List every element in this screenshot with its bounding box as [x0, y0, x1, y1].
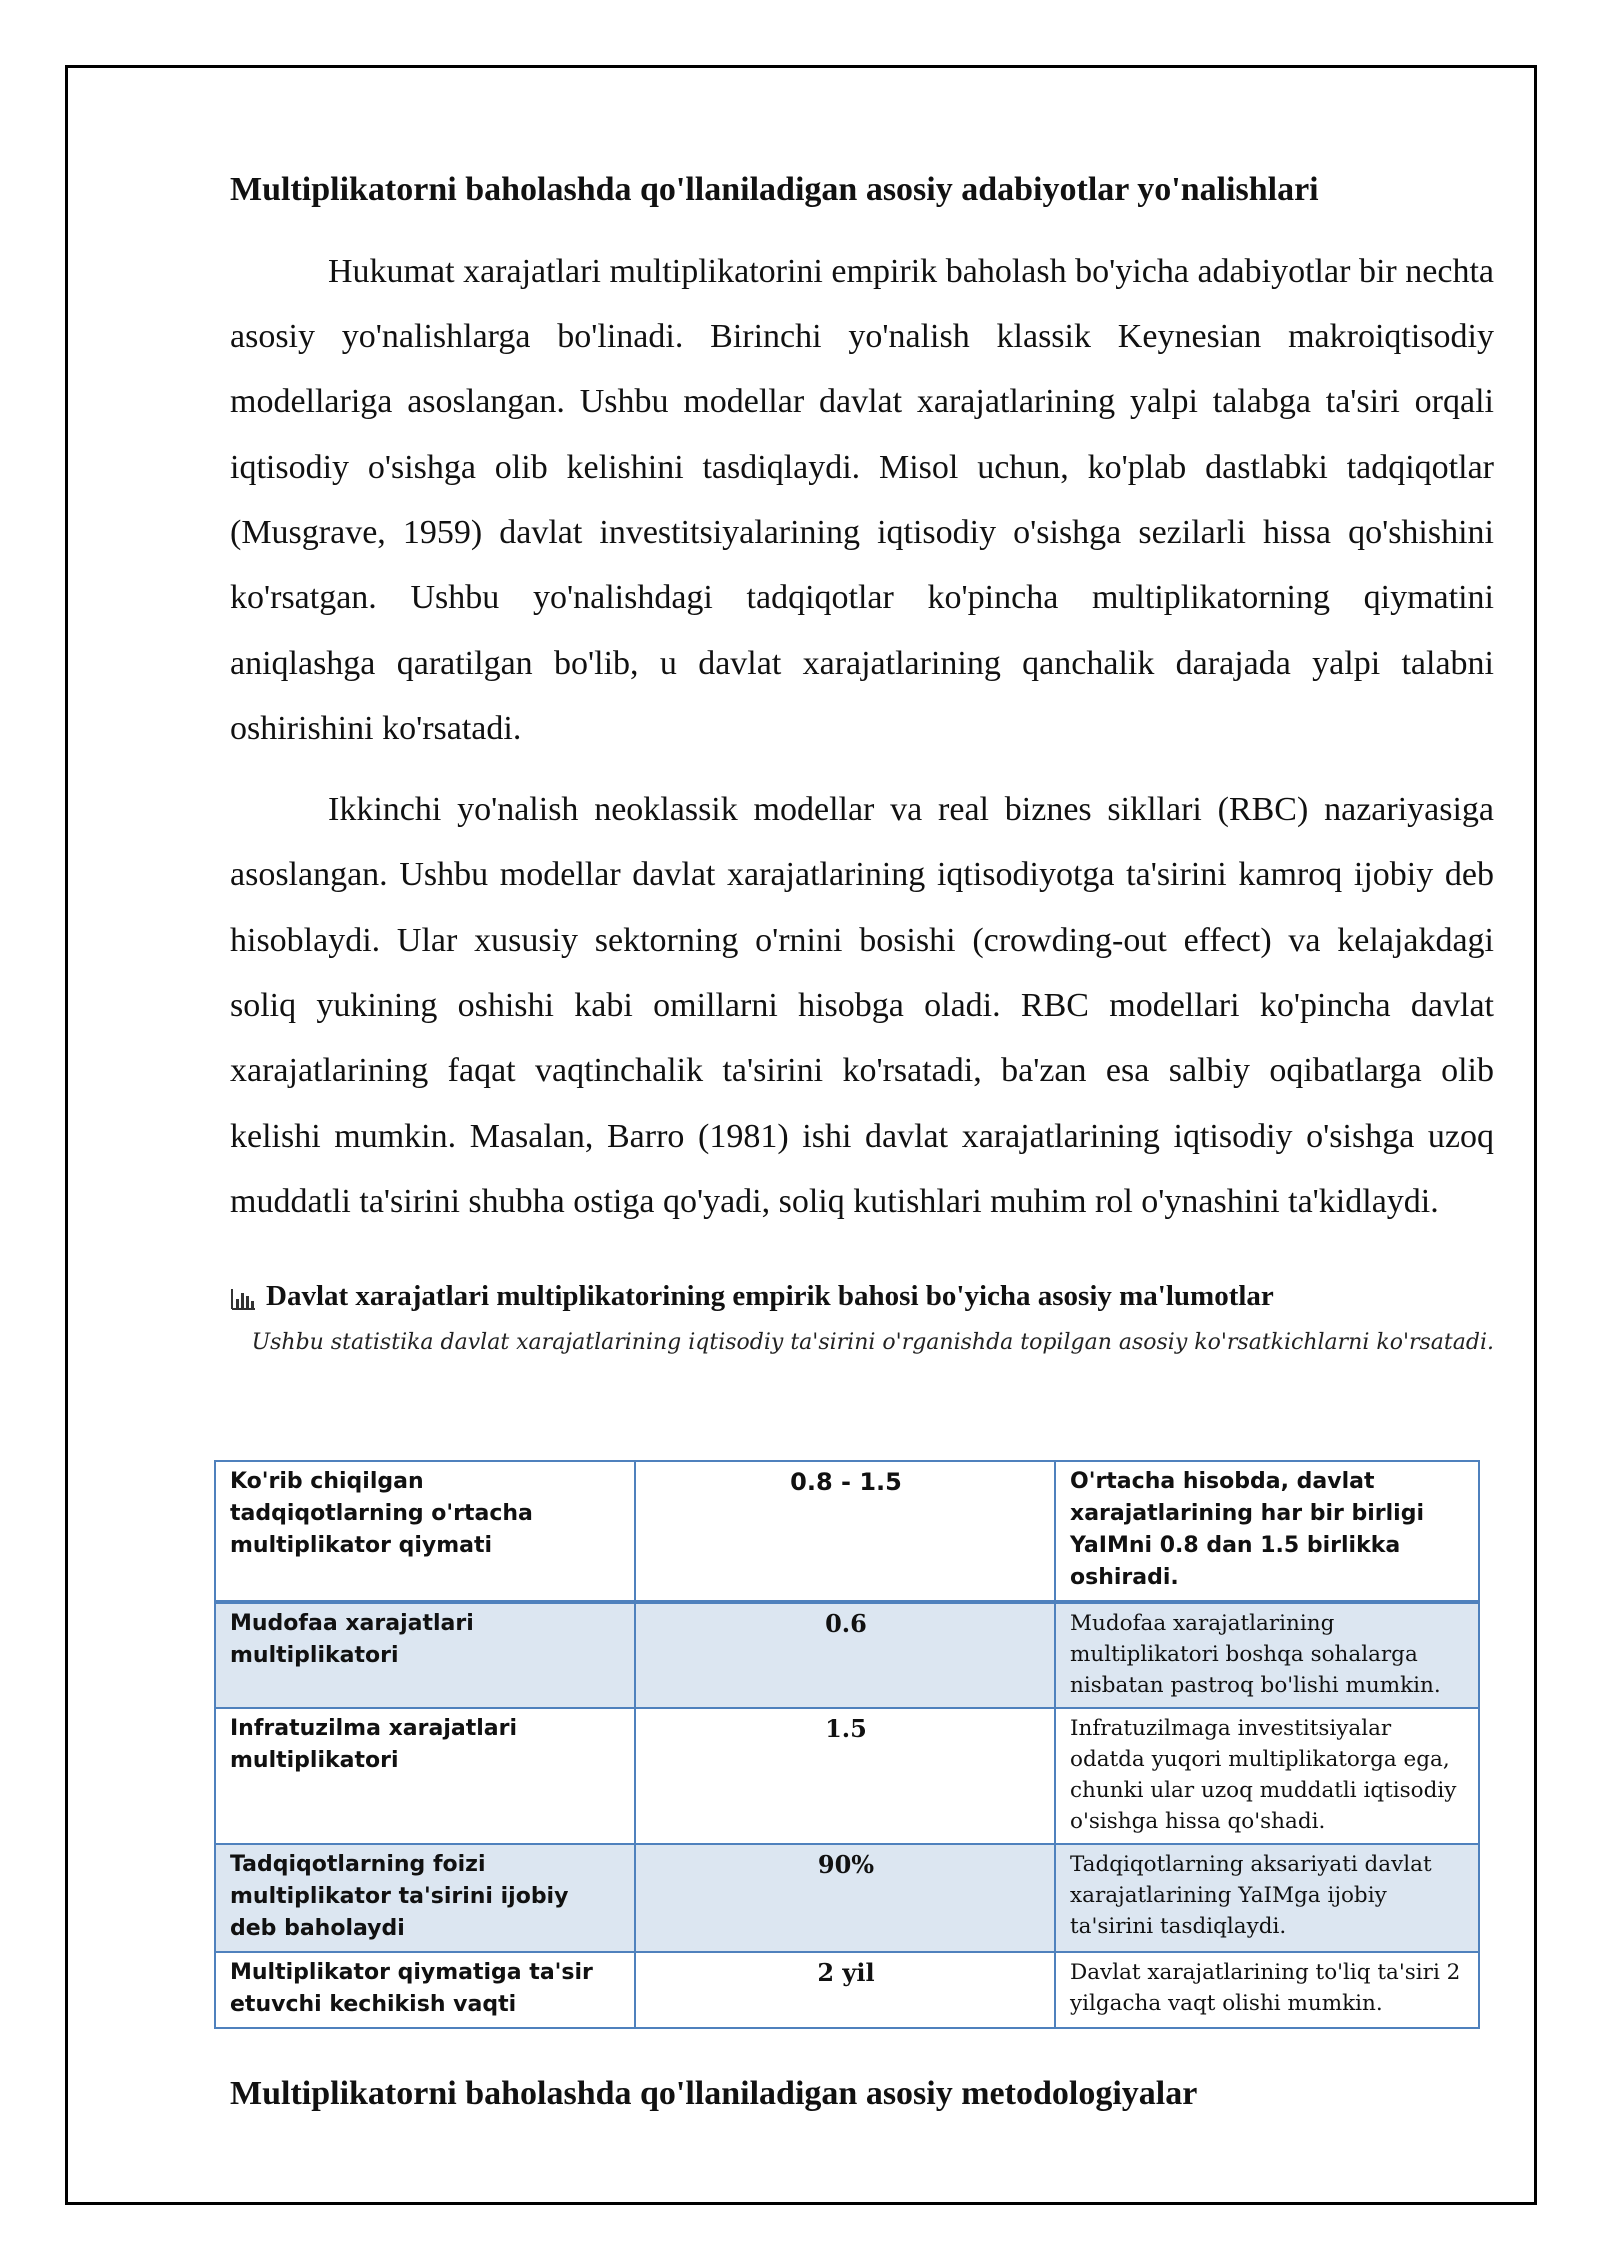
table-row: [215, 1461, 1479, 1602]
bar-chart-icon: [230, 1285, 256, 1309]
table-title-text: Davlat xarajatlari multiplikatorining empirik bahosi bo'yicha asosiy ma'lumotlar: [266, 1280, 1274, 1313]
table-row: [215, 1602, 1479, 1708]
table-row: [215, 1952, 1479, 2028]
document-body: [230, 170, 1494, 2112]
row-value: 90%: [635, 1844, 1055, 1952]
row-label: Multiplikator qiymatiga ta'sir etuvchi kechikish vaqti: [215, 1952, 635, 2028]
row-label: Infratuzilma xarajatlari multiplikatori: [215, 1708, 635, 1844]
row-note: Mudofaa xarajatlarining multiplikatori boshqa sohalarga nisbatan pastroq bo'lishi mumkin.: [1055, 1602, 1479, 1708]
row-note: Tadqiqotlarning aksariyati davlat xarajatlarining YaIMga ijobiy ta'sirini tasdiqlaydi.: [1055, 1844, 1479, 1952]
row-label: Tadqiqotlarning foizi multiplikator ta'sirini ijobiy deb baholaydi: [215, 1844, 635, 1952]
section-heading: Multiplikatorni baholashda qo'llaniladigan asosiy adabiyotlar yo'nalishlari: [230, 171, 1319, 208]
statistics-table: [214, 1460, 1480, 2029]
section-heading-2: Multiplikatorni baholashda qo'llaniladigan asosiy metodologiyalar: [230, 2075, 1198, 2112]
row-value: 0.6: [635, 1602, 1055, 1708]
row-note: O'rtacha hisobda, davlat xarajatlarining har bir birligi YaIMni 0.8 dan 1.5 birlikka oshiradi.: [1055, 1461, 1479, 1602]
table-description: Ushbu statistika davlat xarajatlarining iqtisodiy ta'sirini o'rganishda topilgan asosiy ko'rsatkichlarni ko'rsatadi.: [251, 1330, 1494, 1356]
row-value: 1.5: [635, 1708, 1055, 1844]
row-value: 2 yil: [635, 1952, 1055, 2028]
table-title: [230, 1279, 1494, 1314]
row-note: Davlat xarajatlarining to'liq ta'siri 2 yilgacha vaqt olishi mumkin.: [1055, 1952, 1479, 2028]
row-label: Mudofaa xarajatlari multiplikatori: [215, 1602, 635, 1708]
row-note: Infratuzilmaga investitsiyalar odatda yuqori multiplikatorga ega, chunki ular uzoq muddatli iqtisodiy o'sishga hissa qo'shadi.: [1055, 1708, 1479, 1844]
table-row: [215, 1844, 1479, 1952]
row-label: Ko'rib chiqilgan tadqiqotlarning o'rtacha multiplikator qiymati: [215, 1461, 635, 1602]
paragraph-1: Hukumat xarajatlari multiplikatorini empirik baholash bo'yicha adabiyotlar bir nechta asosiy yo'nalishlarga bo'linadi. Birinchi yo'nalish klassik Keynesian makroiqtisodiy modellariga asoslangan. Ushbu modellar davlat xarajatlarining yalpi talabga ta'siri orqali iqtisodiy o'sishga olib kelishini tasdiqlaydi. Misol uchun, ko'plab dastlabki tadqiqotlar (Musgrave, 1959) davlat investitsiyalarining iqtisodiy o'sishga sezilarli hissa qo'shishini ko'rsatgan. Ushbu yo'nalishdagi tadqiqotlar ko'pincha multiplikatorning qiymatini aniqlashga qaratilgan bo'lib, u davlat xarajatlarining qanchalik darajada yalpi talabni oshirishini ko'rsatadi.: [230, 252, 1494, 747]
table-row: [215, 1708, 1479, 1844]
row-value: 0.8 - 1.5: [635, 1461, 1055, 1602]
paragraph-2: Ikkinchi yo'nalish neoklassik modellar va real biznes sikllari (RBC) nazariyasiga asoslangan. Ushbu modellar davlat xarajatlarining iqtisodiyotga ta'sirini kamroq ijobiy deb hisoblaydi. Ular xususiy sektorning o'rnini bosishi (crowding-out effect) va kelajakdagi soliq yukining oshishi kabi omillarni hisobga oladi. RBC modellari ko'pincha davlat xarajatlarining faqat vaqtinchalik ta'sirini ko'rsatadi, ba'zan esa salbiy oqibatlarga olib kelishi mumkin. Masalan, Barro (1981) ishi davlat xarajatlarining iqtisodiy o'sishga uzoq muddatli ta'sirini shubha ostiga qo'yadi, soliq kutishlari muhim rol o'ynashini ta'kidlaydi.: [230, 791, 1494, 1220]
